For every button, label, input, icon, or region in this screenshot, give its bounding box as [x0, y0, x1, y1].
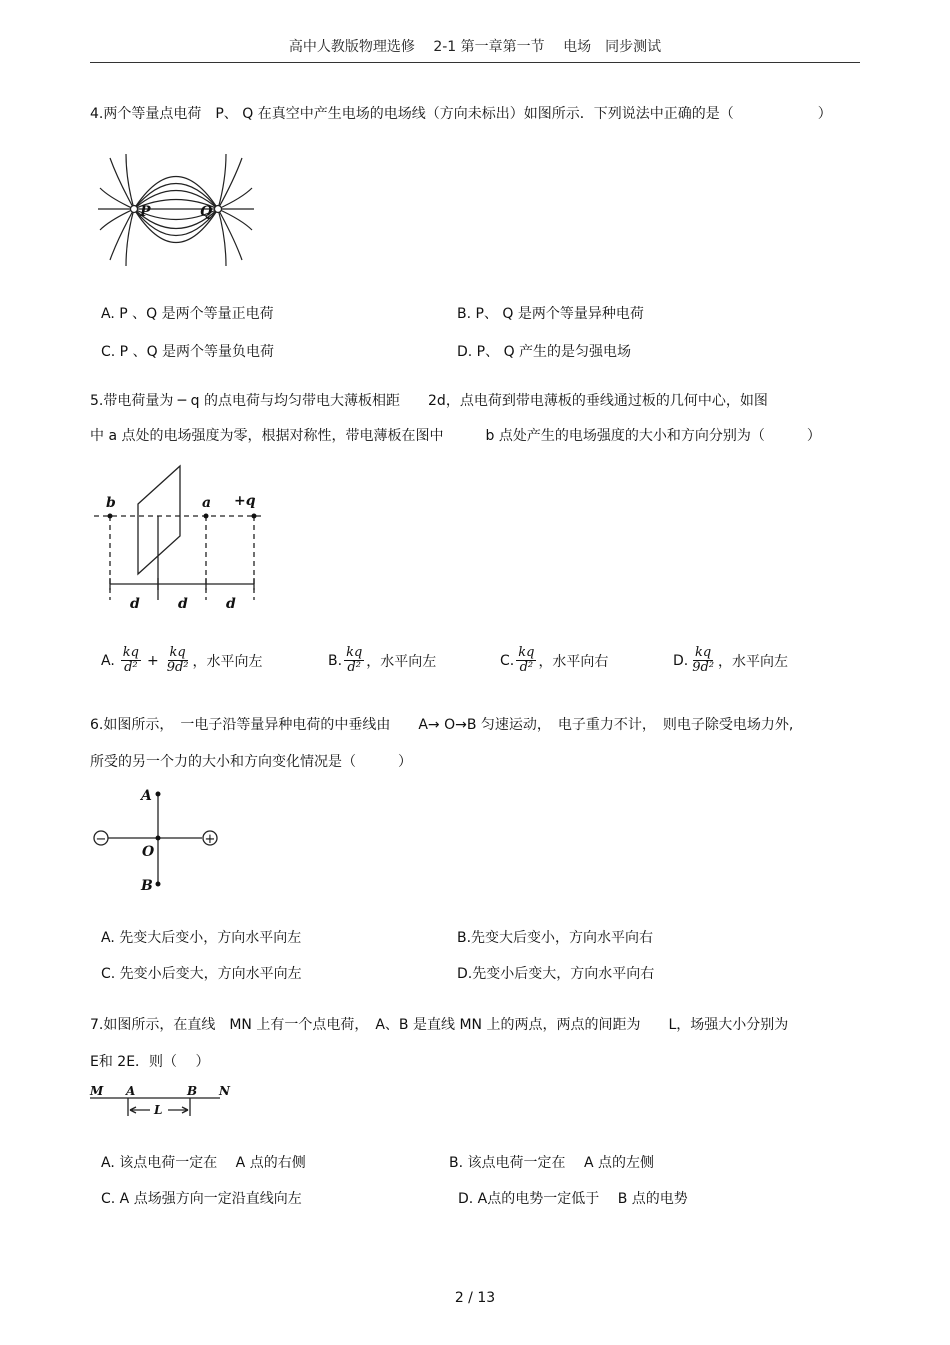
label-m: M [90, 1084, 104, 1098]
q5-option-a [101, 646, 263, 675]
q5-a-plus: + [146, 652, 159, 669]
q5-b-prefix: B. [328, 652, 343, 669]
q5-a-fraction2 [165, 646, 191, 675]
q5-option-d [673, 646, 788, 675]
q7-option-a: A. 该点电荷一定在 A 点的右侧 [101, 1155, 306, 1171]
q5-c-fraction [516, 646, 536, 675]
charge-p [131, 206, 138, 213]
q6-option-d: D.先变小后变大，方向水平向右 [457, 966, 655, 982]
q6-charges-figure [88, 784, 228, 896]
q5-b-num: kq [346, 645, 363, 660]
label-b: B [187, 1084, 198, 1098]
q5-stem-line1: 5.带电荷量为 ─ q 的点电荷与均匀带电大薄板相距 2d，点电荷到带电薄板的垂线通过板的几何中心，如图 [90, 393, 768, 409]
q4-option-c: C. P 、Q 是两个等量负电荷 [101, 344, 275, 360]
q5-c-direction: ，水平向右 [538, 653, 609, 670]
q7-stem-line1: 7.如图所示，在直线 MN 上有一个点电荷， A、B 是直线 MN 上的两点，两点的间距为 L，场强大小分别为 [90, 1017, 789, 1033]
q5-a-den2: 9d² [166, 660, 189, 675]
q5-a-prefix: A. [101, 652, 115, 669]
label-d1: d [130, 596, 140, 612]
q6-stem-line2: 所受的另一个力的大小和方向变化情况是（ ） [90, 754, 412, 770]
q5-d-num: kq [695, 645, 712, 660]
label-l: L [154, 1103, 163, 1117]
positive-sign: + [204, 832, 216, 847]
q7-option-c: C. A 点场强方向一定沿直线向左 [101, 1191, 302, 1207]
label-a: a [202, 495, 212, 511]
q5-a-num1: kq [122, 645, 139, 660]
label-charge: +q [234, 493, 256, 509]
q4-option-b: B. P、 Q 是两个等量异种电荷 [457, 306, 644, 322]
q5-option-b [328, 646, 436, 675]
label-b: b [106, 495, 116, 511]
q5-b-direction: ，水平向左 [366, 653, 437, 670]
q5-c-den: d² [519, 660, 534, 675]
q6-option-a: A. 先变大后变小，方向水平向左 [101, 930, 302, 946]
point-charge [252, 514, 257, 519]
label-b: B [141, 878, 153, 894]
q6-option-b: B.先变大后变小，方向水平向右 [457, 930, 654, 946]
q5-b-den: d² [347, 660, 361, 675]
q5-option-c [500, 646, 608, 675]
q4-stem: 4.两个等量点电荷 P、 Q 在真空中产生电场的电场线（方向未标出）如图所示．下列说法中正确的是（ ） [90, 106, 832, 122]
q5-a-fraction1 [121, 646, 141, 675]
label-a: A [126, 1084, 136, 1098]
header-divider [90, 62, 860, 63]
q5-stem-line2: 中 a 点处的电场强度为零，根据对称性，带电薄板在图中 b 点处产生的电场强度的大小和方向分别为（ ） [90, 428, 821, 444]
label-q: Q [200, 204, 213, 220]
q5-plate-figure [90, 462, 270, 618]
q5-d-prefix: D. [673, 652, 689, 669]
label-n: N [219, 1084, 230, 1098]
charge-q [215, 206, 222, 213]
q5-d-direction: ，水平向左 [718, 653, 789, 670]
q5-c-prefix: C. [500, 652, 515, 669]
point-b [108, 514, 113, 519]
label-o: O [142, 844, 155, 860]
q5-c-num: kq [518, 645, 535, 660]
negative-sign: − [95, 832, 107, 847]
point-b [156, 882, 161, 887]
q5-b-fraction [344, 646, 364, 675]
point-a [156, 792, 161, 797]
q7-option-d: D. A点的电势一定低于 B 点的电势 [458, 1191, 688, 1207]
q5-a-num2: kq [169, 645, 186, 660]
page-number: 2 / 13 [454, 1290, 496, 1306]
q5-d-den: 9d² [692, 660, 715, 675]
page-header: 高中人教版物理选修 2-1 第一章第一节 电场 同步测试 [288, 39, 662, 55]
point-a [204, 514, 209, 519]
point-o [156, 836, 161, 841]
q7-line-figure [88, 1082, 238, 1122]
q5-a-direction: ，水平向左 [192, 653, 263, 670]
q6-stem-line1: 6.如图所示， 一电子沿等量异种电荷的中垂线由 A→ O→B 匀速运动， 电子重力不计， 则电子除受电场力外, [90, 717, 794, 733]
label-d3: d [226, 596, 236, 612]
q5-a-den1: d² [124, 660, 138, 675]
label-p: P [140, 204, 151, 220]
q5-d-fraction [690, 646, 716, 675]
label-a: A [141, 788, 152, 804]
q4-option-a: A. P 、Q 是两个等量正电荷 [101, 306, 274, 322]
q7-option-b: B. 该点电荷一定在 A 点的左侧 [449, 1155, 654, 1171]
q4-field-lines-figure [96, 150, 256, 270]
label-d2: d [178, 596, 188, 612]
q6-option-c: C. 先变小后变大，方向水平向左 [101, 966, 302, 982]
q7-stem-line2: E和 2E．则（ ） [90, 1054, 210, 1070]
q4-option-d: D. P、 Q 产生的是匀强电场 [457, 344, 632, 360]
